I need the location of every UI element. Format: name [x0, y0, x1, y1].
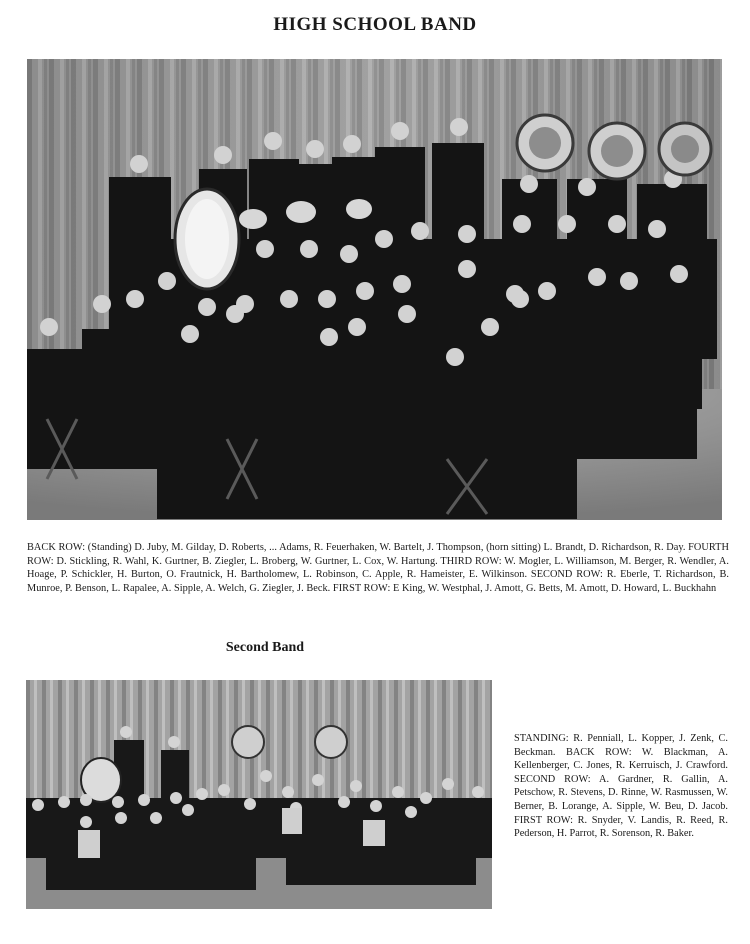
second-band-title: Second Band — [225, 640, 305, 655]
page-title: HIGH SCHOOL BAND — [273, 14, 477, 35]
main-band-caption: BACK ROW: (Standing) D. Juby, M. Gilday, D. Roberts, ... Adams, R. Feuerhaken, W. Bartelt, J. Thompson, (horn sitting) L. Brandt, D. Richardson, R. Day. FOURTH ROW: D. Stickling, R. Wahl, K. Gurtner, B. Ziegler, L. Broberg, W. Gurtner, L. Cox, W. Hartung. THIRD ROW: W. Mogler, L. Williamson, M. Berger, R. Wendler, A. Hoage, P. Schickler, H. Burton, O. Frautnick, H. Bartholomew, L. Robinson, C. Apple, R. Hameister, E. Wilkinson. SECOND ROW: R. Eberle, T. Richardson, B. Munroe, P. Benson, L. Rapalee, A. Sipple, A. Welch, G. Ziegler, J. Beck. FIRST ROW: E King, W. Westphal, J. Amott, G. Betts, M. Amott, D. Howard, L. Buckhahn — [27, 542, 729, 594]
main-band-photo — [27, 59, 722, 520]
second-band-photo — [26, 680, 492, 909]
second-band-caption: STANDING: R. Penniall, L. Kopper, J. Zenk, C. Beckman. BACK ROW: W. Blackman, A. Kellenberger, C. Jones, R. Kerruisch, J. Crawford. SECOND ROW: A. Gardner, R. Gallin, A. Petschow, R. Stevens, D. Rinne, W. Rasmussen, W. Berner, B. Lorange, A. Sipple, W. Beu, D. Jacob. FIRST ROW: R. Snyder, V. Landis, R. Reed, R. Pederson, H. Parrot, R. Sorenson, R. Baker. — [514, 733, 728, 840]
